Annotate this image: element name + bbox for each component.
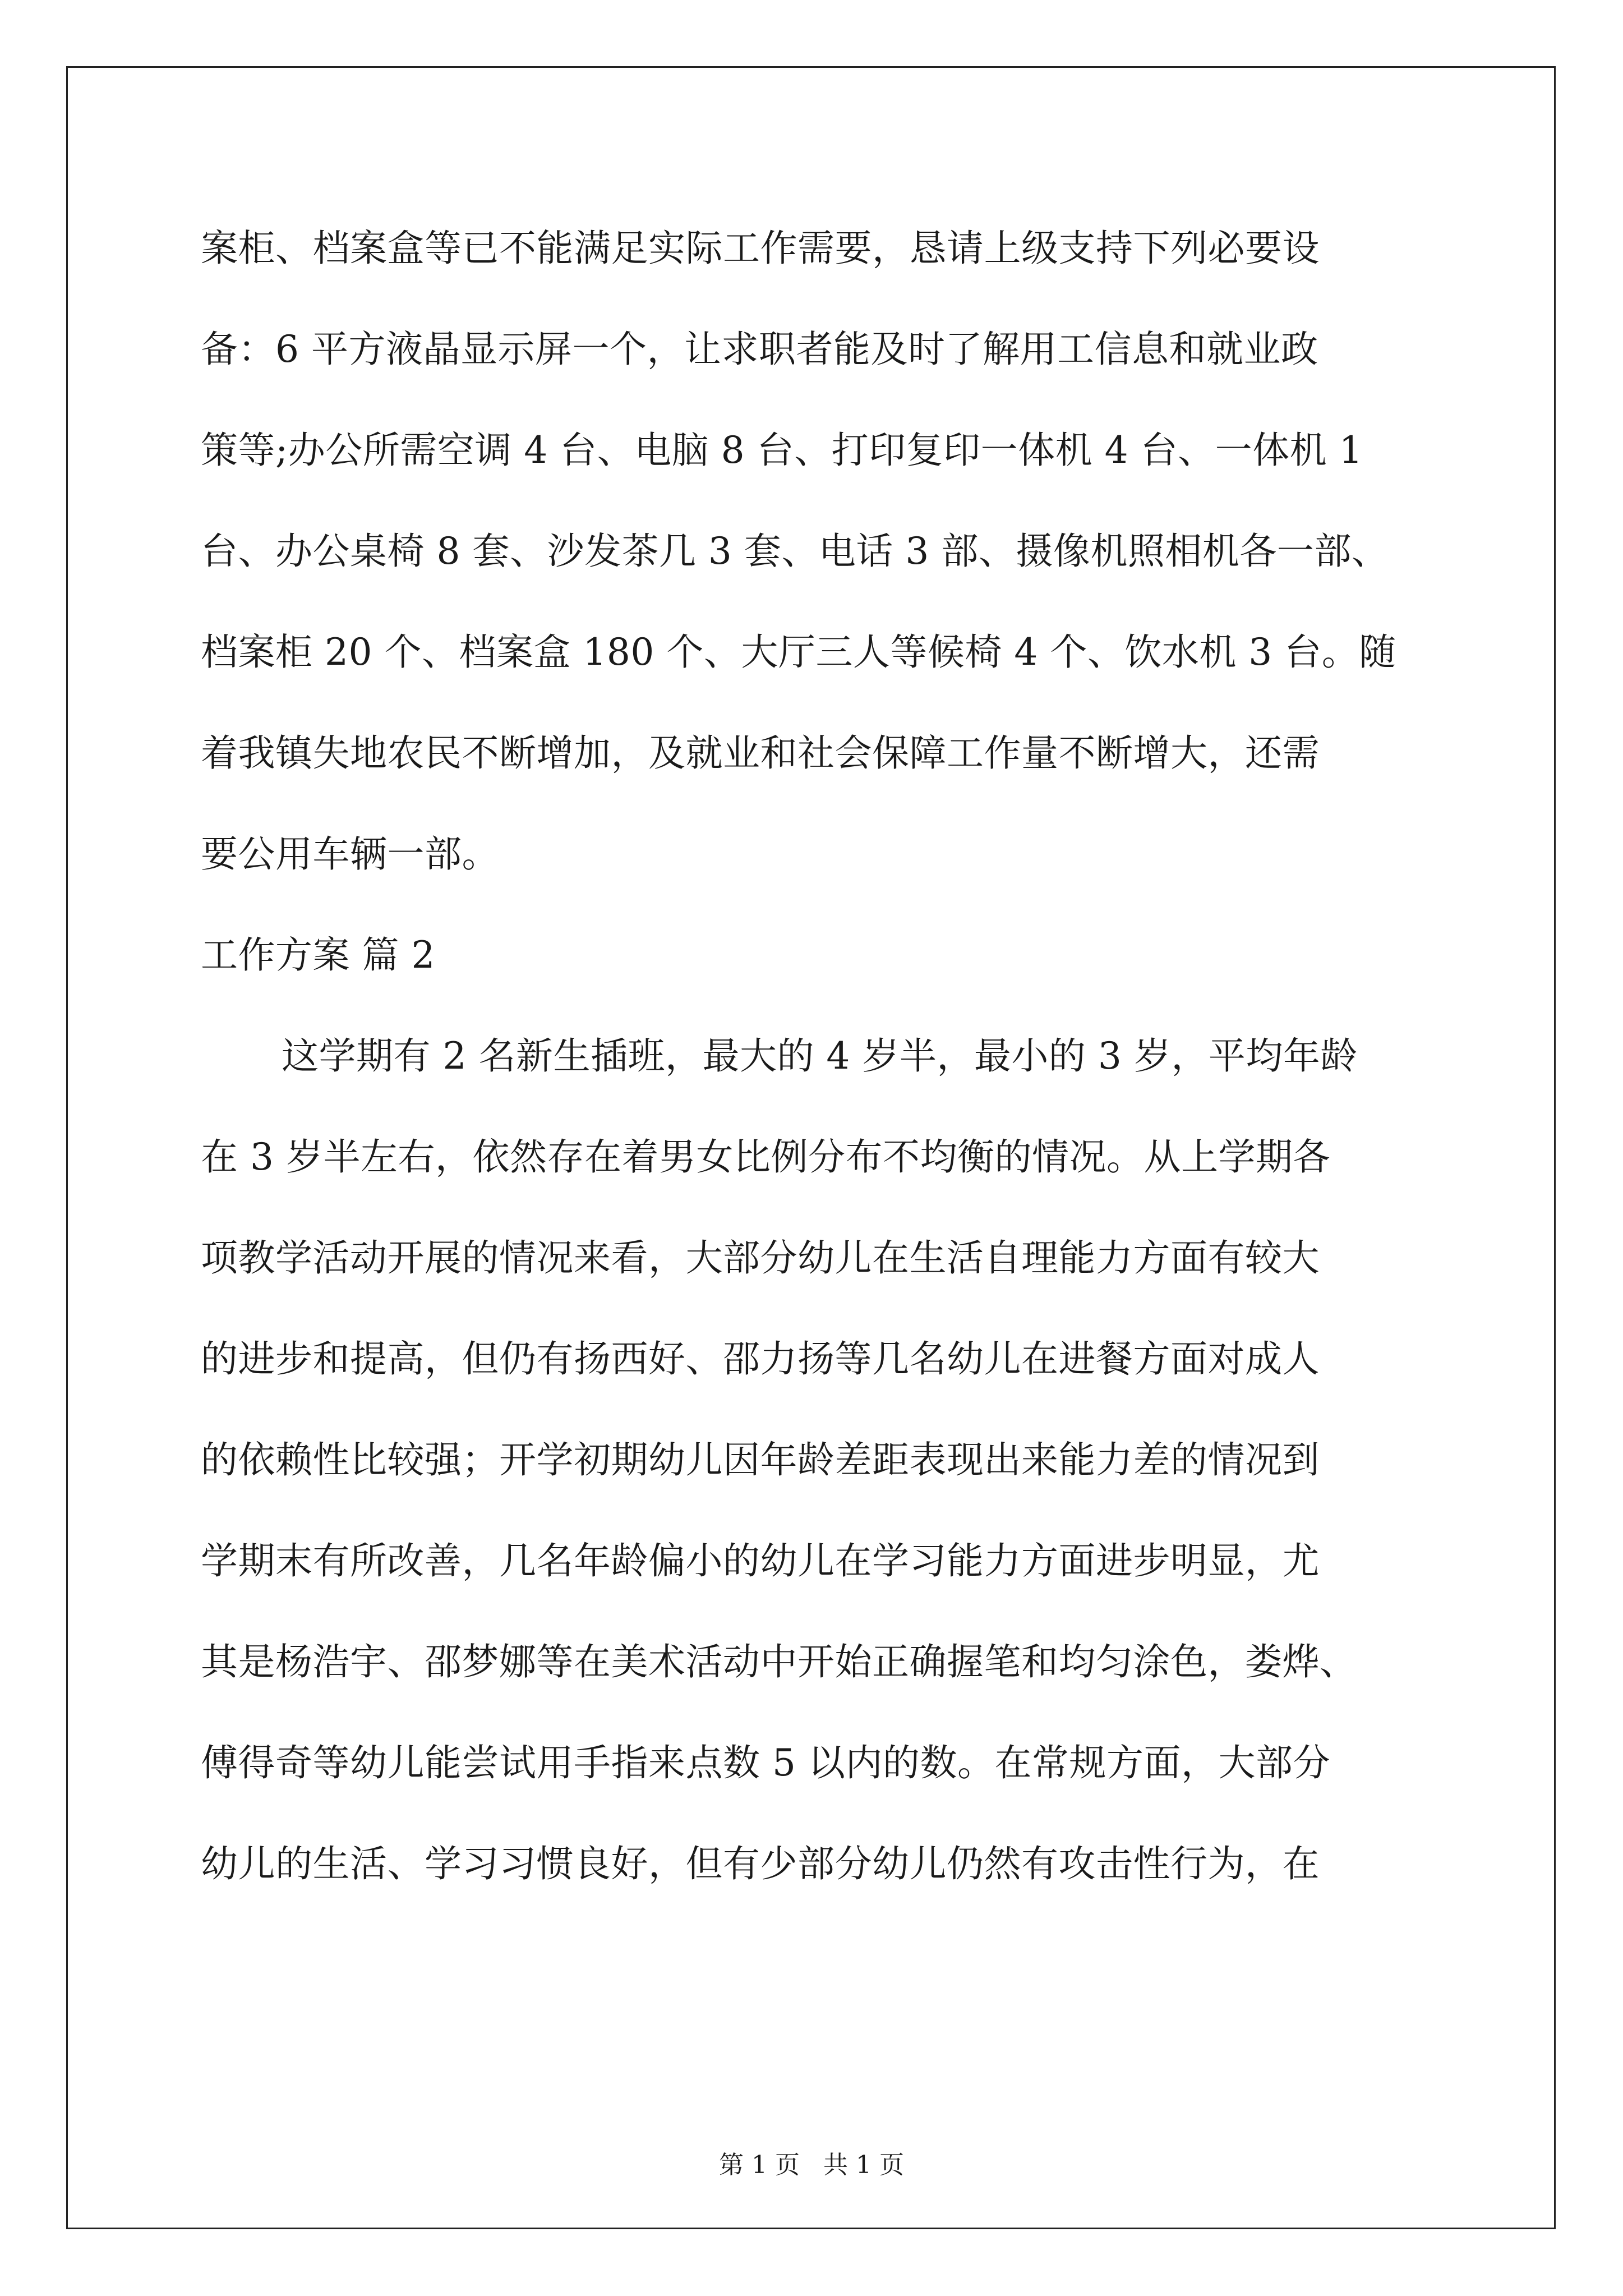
body-line: 案柜、档案盒等已不能满足实际工作需要，恳请上级支持下列必要设 (201, 227, 1320, 270)
section-heading: 工作方案 篇 2 (201, 933, 435, 977)
body-line: 备：6 平方液晶显示屏一个，让求职者能及时了解用工信息和就业政 (201, 328, 1318, 371)
body-line: 幼儿的生活、学习习惯良好，但有少部分幼儿仍然有攻击性行为，在 (201, 1842, 1320, 1885)
body-line: 台、办公桌椅 8 套、沙发茶几 3 套、电话 3 部、摄像机照相机各一部、 (201, 530, 1389, 573)
page-total: 共 1 页 (823, 2151, 904, 2179)
page-footer (0, 2150, 1623, 2181)
body-line: 这学期有 2 名新生插班，最大的 4 岁半，最小的 3 岁，平均年龄 (282, 1034, 1358, 1078)
body-line: 档案柜 20 个、档案盒 180 个、大厅三人等候椅 4 个、饮水机 3 台。随 (201, 631, 1396, 674)
page-number: 第 1 页 (719, 2151, 800, 2179)
body-line: 在 3 岁半左右，依然存在着男女比例分布不均衡的情况。从上学期各 (201, 1135, 1330, 1179)
body-line: 策等;办公所需空调 4 台、电脑 8 台、打印复印一体机 4 台、一体机 1 (201, 429, 1363, 472)
body-line: 其是杨浩宇、邵梦娜等在美术活动中开始正确握笔和均匀涂色，娄烨、 (201, 1640, 1357, 1683)
body-line: 的依赖性比较强；开学初期幼儿因年龄差距表现出来能力差的情况到 (201, 1438, 1320, 1481)
body-line: 要公用车辆一部。 (201, 832, 499, 876)
body-line: 傅得奇等幼儿能尝试用手指来点数 5 以内的数。在常规方面，大部分 (201, 1741, 1330, 1784)
body-line: 学期末有所改善，几名年龄偏小的幼儿在学习能力方面进步明显，尤 (201, 1539, 1320, 1582)
body-line: 项教学活动开展的情况来看，大部分幼儿在生活自理能力方面有较大 (201, 1236, 1320, 1280)
body-line: 的进步和提高，但仍有扬西好、邵力扬等几名幼儿在进餐方面对成人 (201, 1337, 1320, 1381)
body-line: 着我镇失地农民不断增加，及就业和社会保障工作量不断增大，还需 (201, 731, 1320, 775)
